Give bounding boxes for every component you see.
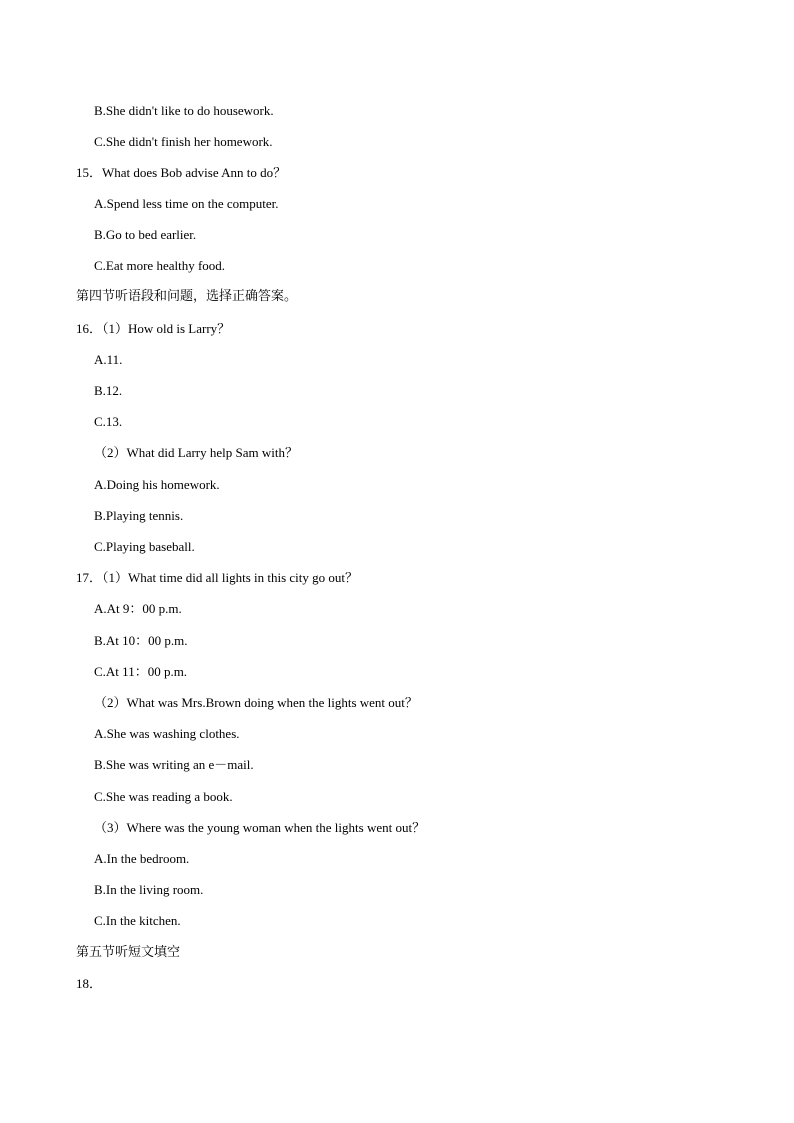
answer-option: B.At 10：00 p.m. [94, 633, 188, 648]
answer-option: B.Go to bed earlier. [94, 227, 197, 242]
answer-option: B.She didn't like to do housework. [94, 103, 274, 118]
sub-question: （3）Where was the young woman when the lights went out？ [94, 820, 426, 835]
answer-option: B.She was writing an e－mail. [94, 757, 254, 772]
answer-option: C.In the kitchen. [94, 913, 181, 928]
answer-option: C.She didn't finish her homework. [94, 134, 273, 149]
answer-option: C.13. [94, 414, 123, 429]
question-stem: 16．（1）How old is Larry？ [76, 321, 231, 336]
answer-option: A.In the bedroom. [94, 851, 190, 866]
answer-option: B.In the living room. [94, 882, 204, 897]
answer-option: C.She was reading a book. [94, 789, 233, 804]
question-stem: 17．（1）What time did all lights in this city go out？ [76, 570, 359, 585]
section-heading: 第四节听语段和问题，选择正确答案。 [76, 289, 298, 304]
answer-option: B.Playing tennis. [94, 508, 184, 523]
question-stem: 15．What does Bob advise Ann to do？ [76, 165, 287, 180]
question-stem: 18． [76, 976, 103, 991]
answer-option: A.She was washing clothes. [94, 726, 240, 741]
answer-option: C.Eat more healthy food. [94, 258, 226, 273]
answer-option: B.12. [94, 383, 123, 398]
answer-option: A.11. [94, 352, 123, 367]
answer-option: A.Doing his homework. [94, 477, 220, 492]
section-heading: 第五节听短文填空 [76, 945, 181, 960]
sub-question: （2）What was Mrs.Brown doing when the lights went out？ [94, 695, 418, 710]
answer-option: A.Spend less time on the computer. [94, 196, 279, 211]
sub-question: （2）What did Larry help Sam with？ [94, 445, 298, 460]
answer-option: C.Playing baseball. [94, 539, 195, 554]
answer-option: A.At 9：00 p.m. [94, 601, 182, 616]
answer-option: C.At 11：00 p.m. [94, 664, 188, 679]
